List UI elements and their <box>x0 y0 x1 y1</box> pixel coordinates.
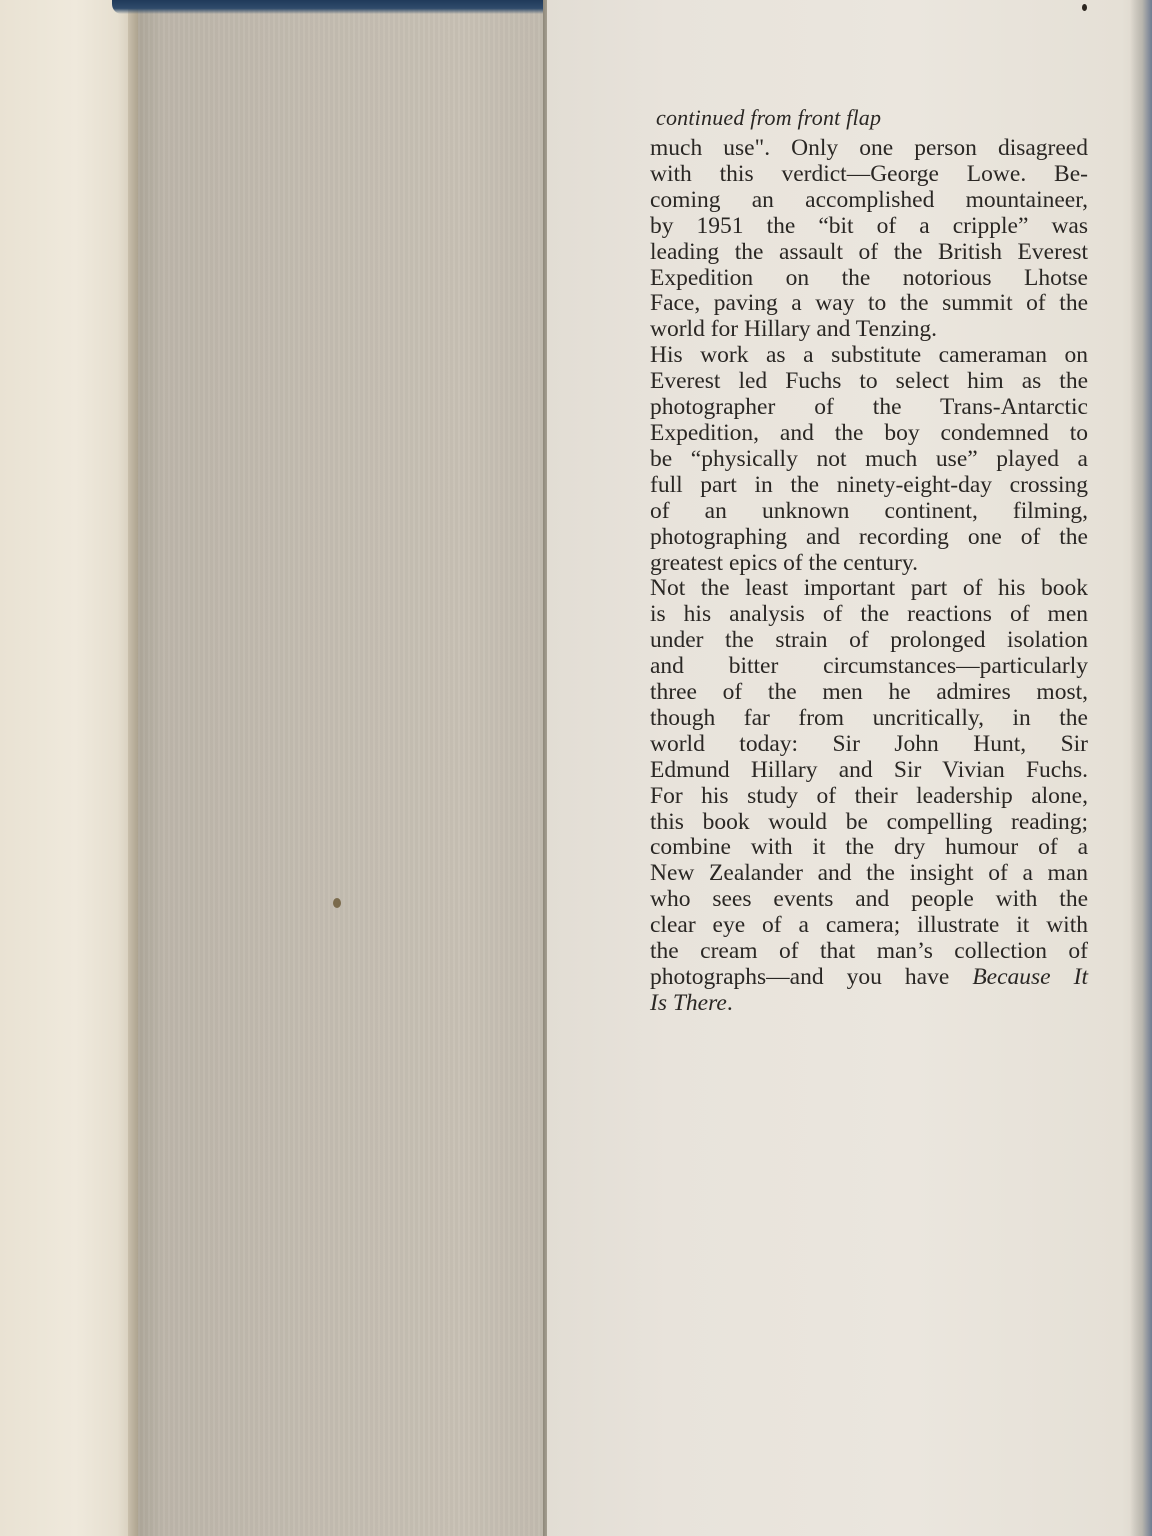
book-title-fragment: Is There <box>650 989 727 1016</box>
text-line: Everest led Fuchs to select him as the <box>650 368 1088 395</box>
text-line: greatest epics of the century. <box>650 549 918 576</box>
text-line: world for Hillary and Tenzing. <box>650 316 938 343</box>
text-line: leading the assault of the British Everest <box>650 238 1088 265</box>
text-line: much use". Only one person disagreed <box>650 135 1088 161</box>
text-line: is his analysis of the reactions of men <box>650 601 1088 628</box>
text-line <box>650 991 1088 1017</box>
text-line: clear eye of a camera; illustrate it with <box>650 912 1088 939</box>
text-line: Expedition, and the boy condemned to <box>650 419 1088 446</box>
text-line: For his study of their leadership alone, <box>650 782 1088 809</box>
flap-mark <box>1082 4 1087 11</box>
text-line: the cream of that man’s collection of <box>650 938 1088 965</box>
text-line: who sees events and people with the <box>650 886 1088 913</box>
text-line: three of the men he admires most, <box>650 679 1088 706</box>
text-line: be “physically not much use” played a <box>650 445 1088 472</box>
text-line: coming an accomplished mountaineer, <box>650 186 1088 213</box>
text-line: though far from uncritically, in the <box>650 704 1088 731</box>
paragraph-3 <box>650 576 1088 1016</box>
flap-heading: continued from front flap <box>656 105 882 130</box>
text-line: world today: Sir John Hunt, Sir <box>650 730 1088 757</box>
text-line: photographing and recording one of the <box>650 523 1088 550</box>
text-line: full part in the ninety-eight-day crossing <box>650 471 1088 498</box>
flap-right-edge <box>1130 0 1152 1536</box>
text-line: this book would be compelling reading; <box>650 808 1088 835</box>
text-line: Expedition on the notorious Lhotse <box>650 264 1088 291</box>
panel-texture <box>138 0 546 1536</box>
text-fragment: photographs—and you have <box>650 964 973 990</box>
text-fragment: . <box>726 989 733 1016</box>
paragraph-1 <box>650 136 1088 343</box>
text-line: and bitter circumstances—particularly <box>650 653 1088 680</box>
text-line: by 1951 the “bit of a cripple” was <box>650 212 1088 239</box>
cover-blue-edge <box>112 0 572 14</box>
text-line <box>650 965 1088 991</box>
paragraph-2 <box>650 343 1088 576</box>
stain-spot <box>333 898 341 908</box>
text-line: His work as a substitute cameraman on <box>650 342 1088 369</box>
book-interior-page <box>0 0 138 1536</box>
text-line: under the strain of prolonged isolation <box>650 627 1088 654</box>
text-line: Edmund Hillary and Sir Vivian Fuchs. <box>650 756 1088 783</box>
text-line: with this verdict—George Lowe. Be- <box>650 160 1088 187</box>
text-line: photographer of the Trans-Antarctic <box>650 394 1088 421</box>
text-line: New Zealander and the insight of a man <box>650 860 1088 887</box>
text-line: Not the least important part of his book <box>650 575 1088 602</box>
text-line: of an unknown continent, filming, <box>650 497 1088 524</box>
text-line: Face, paving a way to the summit of the <box>650 290 1088 317</box>
book-title-fragment: Because It <box>972 964 1088 990</box>
text-line: combine with it the dry humour of a <box>650 834 1088 861</box>
flap-text <box>650 104 1088 1017</box>
